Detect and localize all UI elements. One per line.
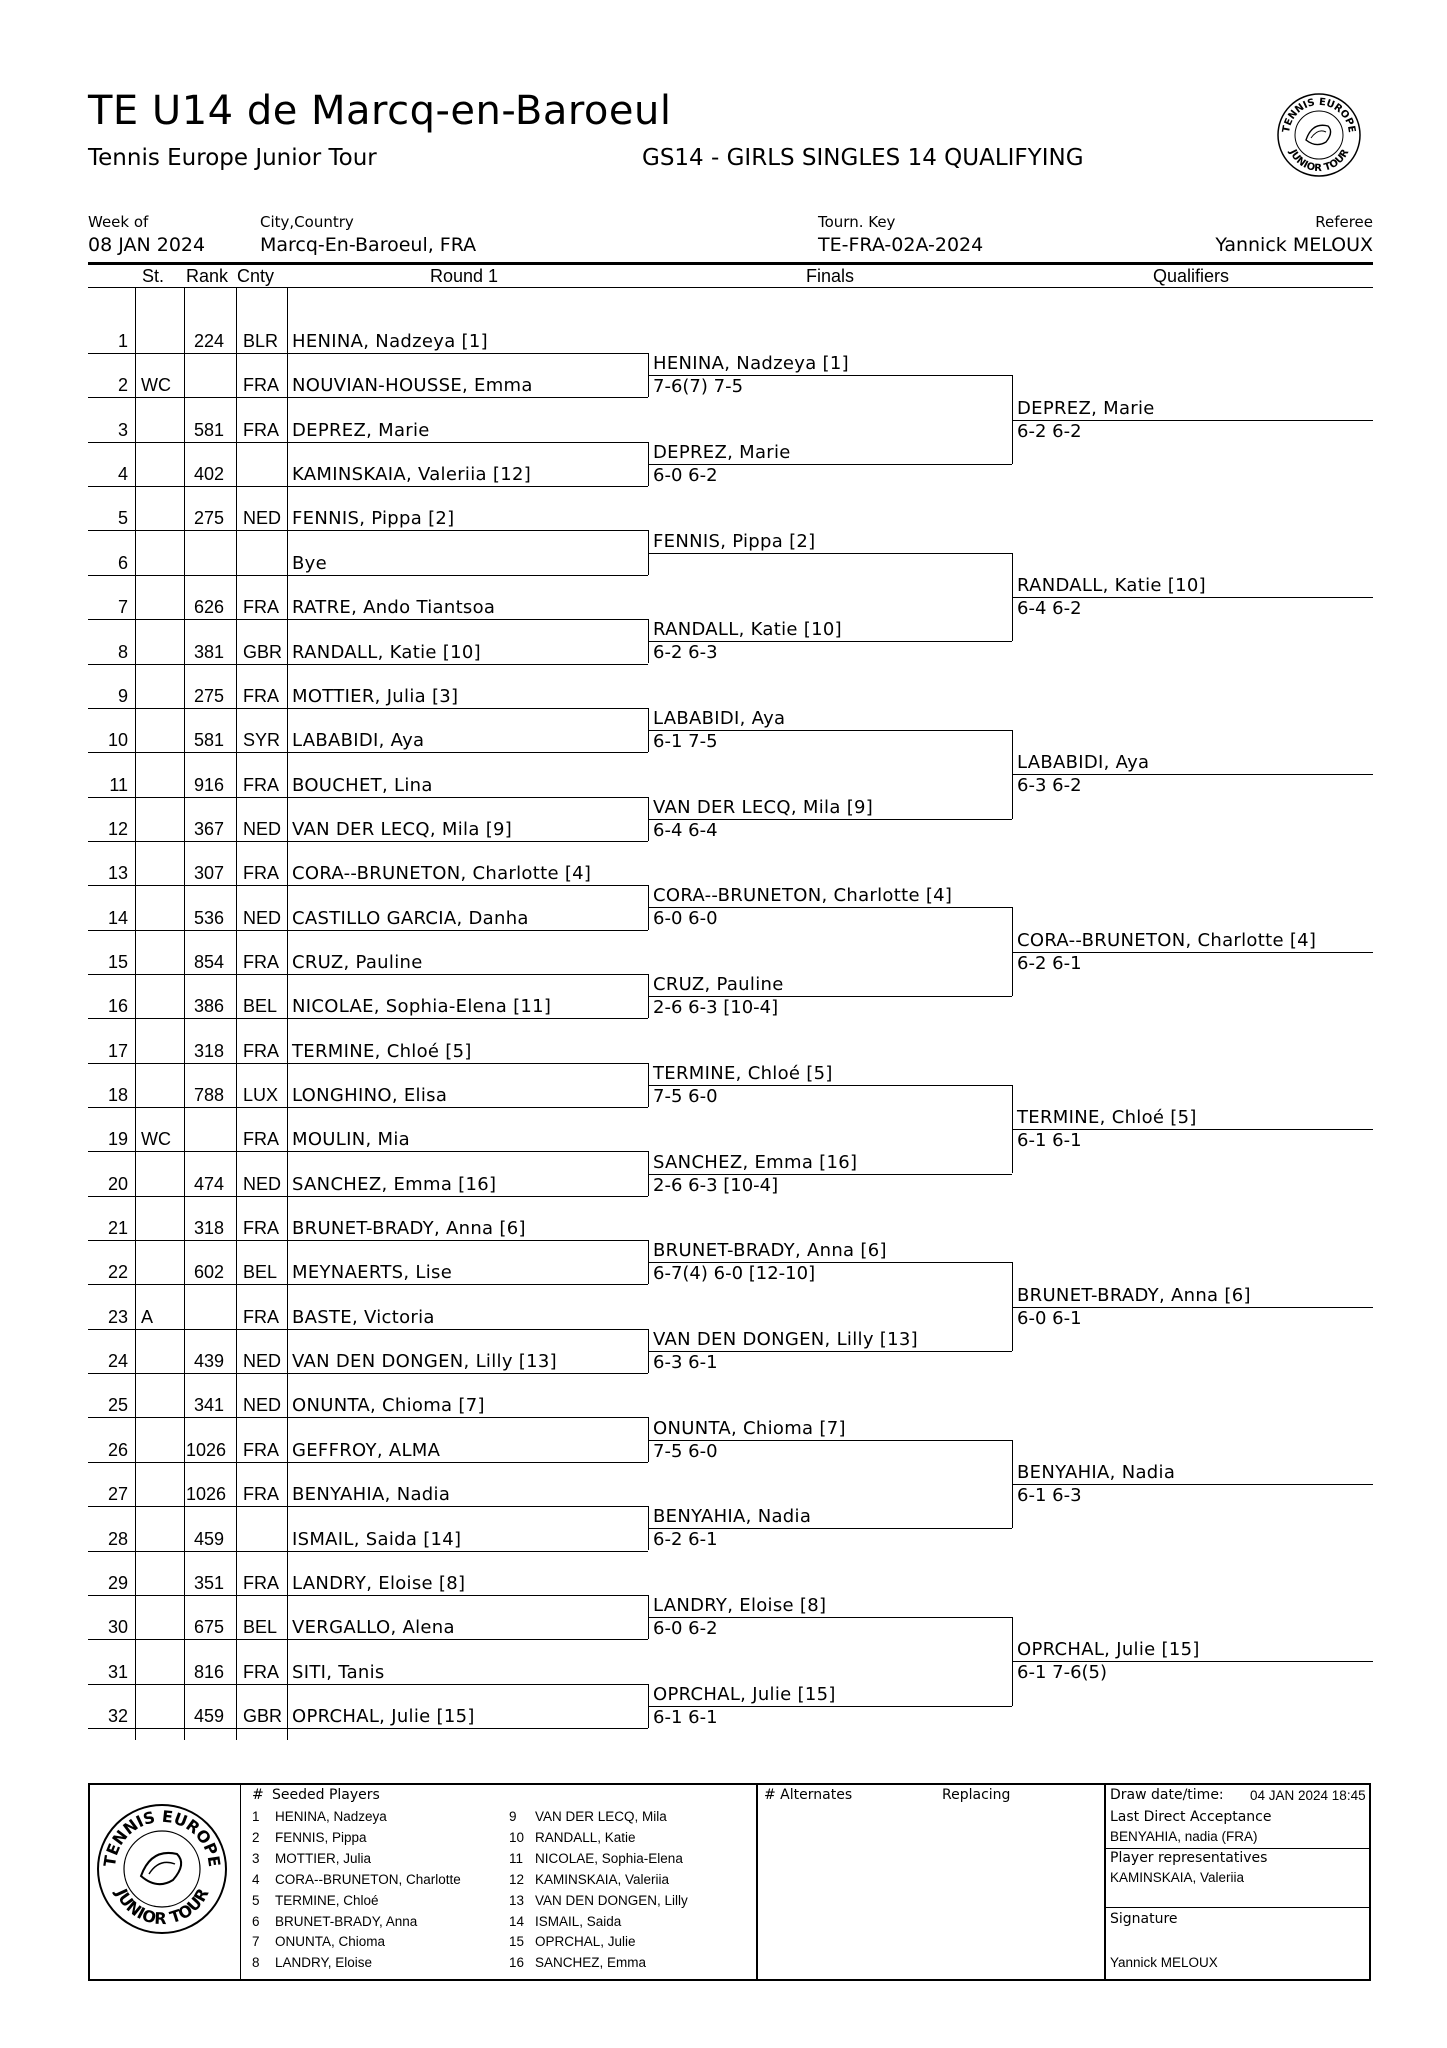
round2-winner-name: VAN DER LECQ, Mila [9] xyxy=(653,796,874,818)
entry-line xyxy=(88,1462,648,1463)
entry-number: 29 xyxy=(107,1572,128,1593)
divider-st xyxy=(135,287,136,1740)
signature-value: Yannick MELOUX xyxy=(1110,1955,1218,1970)
entry-number: 17 xyxy=(107,1040,128,1061)
entry-player-name: KAMINSKAIA, Valeriia [12] xyxy=(292,464,532,486)
entry-player-name: VERGALLO, Alena xyxy=(292,1617,455,1639)
entry-rank: 307 xyxy=(193,863,224,884)
qualifier-name: TERMINE, Chloé [5] xyxy=(1017,1107,1197,1129)
entry-country: FRA xyxy=(243,863,279,884)
entry-rank: 439 xyxy=(193,1351,224,1372)
tennis-europe-logo xyxy=(1276,92,1362,178)
entry-country: FRA xyxy=(243,597,279,618)
svg-text:JUNIOR TOUR: JUNIOR TOUR xyxy=(111,1885,213,1929)
entry-country: FRA xyxy=(243,1040,279,1061)
tourn-key-label: Tourn. Key xyxy=(818,213,896,231)
entry-number: 7 xyxy=(117,597,128,618)
seed-player-name: KAMINSKAIA, Valeriia xyxy=(535,1871,670,1887)
entry-player-name: OPRCHAL, Julie [15] xyxy=(292,1705,475,1727)
entry-line xyxy=(88,1107,648,1108)
entry-player-name: BOUCHET, Lina xyxy=(292,774,433,796)
entry-player-name: CASTILLO GARCIA, Danha xyxy=(292,907,529,929)
entry-country: LUX xyxy=(243,1085,279,1105)
entry-line xyxy=(88,885,648,886)
round2-winner-name: LABABIDI, Aya xyxy=(653,708,786,729)
entry-player-name: VAN DER LECQ, Mila [9] xyxy=(292,818,513,840)
entry-rank: 536 xyxy=(193,907,224,928)
entry-player-name: TERMINE, Chloé [5] xyxy=(292,1040,472,1062)
seed-number: 5 xyxy=(252,1892,260,1908)
seed-player-name: ONUNTA, Chioma xyxy=(275,1934,386,1950)
entry-number: 32 xyxy=(107,1705,128,1726)
entry-country: GBR xyxy=(243,641,283,662)
seed-number: 11 xyxy=(509,1850,524,1866)
entry-number: 13 xyxy=(107,863,128,884)
qualifier-name: BENYAHIA, Nadia xyxy=(1017,1461,1176,1483)
entry-line xyxy=(88,708,648,709)
entry-line xyxy=(88,1018,648,1019)
col-round1: Round 1 xyxy=(430,266,499,286)
entry-line xyxy=(88,486,648,487)
signature-label: Signature xyxy=(1110,1911,1178,1927)
round2-winner-name: BENYAHIA, Nadia xyxy=(653,1506,812,1528)
entry-number: 30 xyxy=(107,1617,128,1638)
seed-number: 13 xyxy=(509,1892,525,1908)
seed-number: 14 xyxy=(509,1913,525,1929)
entry-number: 24 xyxy=(107,1351,128,1372)
entry-rank: 916 xyxy=(193,774,224,795)
seed-player-name: VAN DER LECQ, Mila xyxy=(535,1809,667,1824)
seed-number: 3 xyxy=(252,1850,260,1866)
entry-number: 1 xyxy=(117,331,128,351)
entry-player-name: SANCHEZ, Emma [16] xyxy=(292,1173,497,1195)
seed-player-name: MOTTIER, Julia xyxy=(275,1850,372,1866)
seeded-title: Seeded Players xyxy=(272,1787,380,1803)
round2-score: 7-5 6-0 xyxy=(653,1085,718,1107)
entry-line xyxy=(88,1728,648,1729)
entry-line xyxy=(88,1196,648,1197)
entry-player-name: BENYAHIA, Nadia xyxy=(292,1484,451,1506)
entry-country: FRA xyxy=(243,1661,279,1682)
entry-country: NED xyxy=(243,818,282,839)
seed-player-name: HENINA, Nadzeya xyxy=(275,1809,387,1824)
replacing-title: Replacing xyxy=(942,1787,1011,1803)
entry-number: 9 xyxy=(117,685,128,706)
entry-player-name: ONUNTA, Chioma [7] xyxy=(292,1395,485,1417)
entry-line xyxy=(88,530,648,531)
entry-player-name: CORA--BRUNETON, Charlotte [4] xyxy=(292,863,592,885)
entry-line xyxy=(88,1595,648,1596)
entry-line xyxy=(88,1063,648,1064)
entry-number: 14 xyxy=(107,907,128,928)
entry-country: GBR xyxy=(243,1705,283,1726)
qualifier-name: RANDALL, Katie [10] xyxy=(1017,574,1206,596)
footer-divider-1 xyxy=(240,1783,241,1981)
qualifier-name: BRUNET-BRADY, Anna [6] xyxy=(1017,1284,1251,1306)
entry-country: FRA xyxy=(243,1484,279,1505)
round2-winner-name: ONUNTA, Chioma [7] xyxy=(653,1417,846,1439)
qualifier-score: 6-1 7-6(5) xyxy=(1017,1662,1108,1684)
round2-score: 6-2 6-3 xyxy=(653,642,718,664)
entry-line xyxy=(88,1151,648,1152)
entry-rank: 1026 xyxy=(186,1439,227,1460)
round2-winner-name: DEPREZ, Marie xyxy=(653,441,791,463)
round2-winner-name: RANDALL, Katie [10] xyxy=(653,619,842,641)
entry-line xyxy=(88,1329,648,1330)
week-label: Week of xyxy=(88,213,149,231)
entry-rank: 275 xyxy=(193,685,224,706)
entry-line xyxy=(88,664,648,665)
round2-winner-name: CORA--BRUNETON, Charlotte [4] xyxy=(653,885,953,907)
entry-number: 16 xyxy=(107,996,128,1017)
seed-number: 9 xyxy=(509,1809,517,1824)
entry-rank: 341 xyxy=(193,1395,224,1416)
seeded-hash: # xyxy=(252,1787,264,1803)
entry-number: 5 xyxy=(117,508,128,529)
col-qualifiers: Qualifiers xyxy=(1153,266,1230,286)
entry-player-name: GEFFROY, ALMA xyxy=(292,1439,441,1461)
footer-rule-2 xyxy=(1104,1907,1371,1908)
qualifier-score: 6-4 6-2 xyxy=(1017,597,1082,619)
entry-player-name: NICOLAE, Sophia-Elena [11] xyxy=(292,996,552,1018)
entry-player-name: BASTE, Victoria xyxy=(292,1306,435,1328)
qualifier-name: LABABIDI, Aya xyxy=(1017,752,1150,774)
round2-winner-name: CRUZ, Pauline xyxy=(653,974,784,996)
entry-status: WC xyxy=(141,375,171,396)
seed-player-name: OPRCHAL, Julie xyxy=(535,1934,636,1950)
page-title: TE U14 de Marcq-en-Baroeul xyxy=(88,88,672,134)
entry-rank: 386 xyxy=(193,996,224,1017)
entry-rank: 318 xyxy=(193,1218,224,1238)
seed-number: 15 xyxy=(509,1934,525,1950)
entry-number: 2 xyxy=(117,375,128,396)
event-name: GS14 - GIRLS SINGLES 14 QUALIFYING xyxy=(642,145,1084,171)
alternates-title: # Alternates xyxy=(764,1787,853,1803)
entry-country: BEL xyxy=(243,996,278,1017)
entry-player-name: VAN DEN DONGEN, Lilly [13] xyxy=(292,1351,557,1373)
entry-country: FRA xyxy=(243,1218,279,1238)
column-header-rule xyxy=(88,287,1373,288)
divider-name xyxy=(287,287,288,1740)
tourn-key-value: TE-FRA-02A-2024 xyxy=(818,234,984,256)
entry-country: BLR xyxy=(243,331,279,351)
entry-rank: 854 xyxy=(193,951,224,972)
entry-player-name: DEPREZ, Marie xyxy=(292,419,430,441)
city-label: City,Country xyxy=(260,213,354,231)
entry-country: NED xyxy=(243,508,282,529)
round2-score: 6-2 6-1 xyxy=(653,1529,718,1551)
entry-line xyxy=(88,752,648,753)
entry-status: A xyxy=(141,1306,154,1327)
week-value: 08 JAN 2024 xyxy=(88,234,206,256)
entry-rank: 459 xyxy=(193,1705,224,1726)
seed-number: 4 xyxy=(252,1871,260,1887)
entry-line xyxy=(88,353,648,354)
reps-label: Player representatives xyxy=(1110,1850,1268,1866)
entry-country: FRA xyxy=(243,685,279,706)
entry-line xyxy=(88,1373,648,1374)
entry-country: FRA xyxy=(243,1306,279,1327)
entry-country: FRA xyxy=(243,774,279,795)
entry-rank: 402 xyxy=(193,464,224,485)
round2-score: 6-0 6-2 xyxy=(653,464,718,486)
round2-winner-name: SANCHEZ, Emma [16] xyxy=(653,1151,858,1173)
entry-line xyxy=(88,797,648,798)
entry-country: NED xyxy=(243,1395,282,1416)
tennis-europe-logo-footer xyxy=(95,1802,229,1936)
entry-line xyxy=(88,974,648,975)
entry-number: 25 xyxy=(107,1395,128,1416)
entry-rank: 224 xyxy=(193,331,224,351)
entry-number: 3 xyxy=(117,419,128,440)
entry-number: 8 xyxy=(117,641,128,662)
svg-text:TENNIS EUROPE: TENNIS EUROPE xyxy=(1280,96,1358,134)
qualifier-score: 6-1 6-3 xyxy=(1017,1484,1082,1506)
city-value: Marcq-En-Baroeul, FRA xyxy=(260,234,477,256)
entry-line xyxy=(88,841,648,842)
entry-number: 21 xyxy=(107,1218,128,1238)
seed-player-name: RANDALL, Katie xyxy=(535,1829,636,1845)
seed-player-name: FENNIS, Pippa xyxy=(275,1829,367,1845)
entry-number: 18 xyxy=(107,1085,128,1105)
round2-score: 2-6 6-3 [10-4] xyxy=(653,1174,779,1196)
entry-country: FRA xyxy=(243,951,279,972)
entry-rank: 367 xyxy=(193,818,224,839)
entry-country: SYR xyxy=(243,730,281,751)
entry-rank: 318 xyxy=(193,1040,224,1061)
round2-score: 6-1 6-1 xyxy=(653,1706,718,1728)
seed-player-name: LANDRY, Eloise xyxy=(275,1955,373,1971)
round2-score: 7-5 6-0 xyxy=(653,1440,718,1462)
entry-rank: 581 xyxy=(193,419,224,440)
seed-number: 1 xyxy=(252,1809,260,1824)
lda-value: BENYAHIA, nadia (FRA) xyxy=(1110,1829,1258,1844)
footer-divider-3 xyxy=(1104,1783,1106,1981)
round2-score: 6-0 6-2 xyxy=(653,1618,718,1639)
entry-player-name: MEYNAERTS, Lise xyxy=(292,1262,453,1284)
entry-number: 15 xyxy=(107,951,128,972)
qualifier-name: CORA--BRUNETON, Charlotte [4] xyxy=(1017,929,1317,951)
entry-rank: 675 xyxy=(193,1617,224,1638)
seed-number: 7 xyxy=(252,1934,260,1950)
qualifier-score: 6-2 6-2 xyxy=(1017,420,1082,442)
entry-line xyxy=(88,442,648,443)
qualifier-name: DEPREZ, Marie xyxy=(1017,397,1155,419)
col-rank: Rank xyxy=(186,266,229,286)
seed-number: 8 xyxy=(252,1955,260,1971)
entry-rank: 275 xyxy=(193,508,224,529)
entry-line xyxy=(88,397,648,398)
entry-player-name: Bye xyxy=(292,552,327,574)
round2-score: 6-1 7-5 xyxy=(653,731,718,752)
qualifier-score: 6-2 6-1 xyxy=(1017,952,1082,974)
qualifier-score: 6-3 6-2 xyxy=(1017,775,1082,797)
entry-line xyxy=(88,1240,648,1241)
tour-name: Tennis Europe Junior Tour xyxy=(88,145,377,171)
entry-line xyxy=(88,1639,648,1640)
divider-cnty xyxy=(236,287,237,1740)
entry-rank: 1026 xyxy=(186,1484,227,1505)
draw-date-value: 04 JAN 2024 18:45 xyxy=(1250,1788,1366,1803)
entry-number: 26 xyxy=(107,1439,128,1460)
footer-rule-1 xyxy=(1104,1848,1371,1849)
seed-number: 16 xyxy=(509,1955,525,1971)
seed-number: 2 xyxy=(252,1829,260,1845)
entry-player-name: MOULIN, Mia xyxy=(292,1129,410,1151)
entry-rank: 581 xyxy=(193,730,224,751)
col-st: St. xyxy=(142,266,165,286)
entry-number: 19 xyxy=(107,1129,128,1150)
entry-line xyxy=(88,1506,648,1507)
entry-number: 31 xyxy=(107,1661,128,1682)
entry-rank: 351 xyxy=(193,1572,224,1593)
entry-line xyxy=(88,930,648,931)
round2-line xyxy=(648,553,1012,554)
entry-rank: 788 xyxy=(193,1085,224,1105)
entry-rank: 381 xyxy=(193,641,224,662)
entry-line xyxy=(88,1684,648,1685)
entry-number: 6 xyxy=(117,552,128,573)
entry-country: FRA xyxy=(243,375,279,396)
lda-label: Last Direct Acceptance xyxy=(1110,1809,1272,1825)
entry-player-name: RANDALL, Katie [10] xyxy=(292,641,481,663)
entry-number: 28 xyxy=(107,1528,128,1549)
round2-winner-name: HENINA, Nadzeya [1] xyxy=(653,353,849,375)
qualifier-score: 6-0 6-1 xyxy=(1017,1307,1082,1329)
round2-score: 2-6 6-3 [10-4] xyxy=(653,997,779,1019)
seed-player-name: NICOLAE, Sophia-Elena xyxy=(535,1850,683,1866)
entry-player-name: LANDRY, Eloise [8] xyxy=(292,1572,466,1594)
entry-number: 4 xyxy=(117,464,128,485)
entry-player-name: ISMAIL, Saida [14] xyxy=(292,1528,462,1550)
entry-player-name: SITI, Tanis xyxy=(292,1661,385,1683)
seed-player-name: SANCHEZ, Emma xyxy=(535,1955,647,1971)
entry-country: BEL xyxy=(243,1617,278,1638)
qualifier-name: OPRCHAL, Julie [15] xyxy=(1017,1639,1200,1661)
entry-line xyxy=(88,1551,648,1552)
entry-country: FRA xyxy=(243,1439,279,1460)
footer-divider-2 xyxy=(756,1783,758,1981)
seed-player-name: BRUNET-BRADY, Anna xyxy=(275,1913,418,1929)
round2-score: 6-3 6-1 xyxy=(653,1351,718,1373)
seed-number: 12 xyxy=(509,1871,525,1887)
seed-player-name: CORA--BRUNETON, Charlotte xyxy=(275,1871,461,1887)
entry-number: 20 xyxy=(107,1173,128,1194)
entry-rank: 626 xyxy=(193,597,224,618)
round2-winner-name: FENNIS, Pippa [2] xyxy=(653,530,816,552)
entry-country: FRA xyxy=(243,1129,279,1150)
seed-number: 10 xyxy=(509,1829,525,1845)
entry-line xyxy=(88,575,648,576)
round2-winner-name: BRUNET-BRADY, Anna [6] xyxy=(653,1240,887,1262)
entry-number: 12 xyxy=(107,818,128,839)
entry-line xyxy=(88,1284,648,1285)
round2-winner-name: OPRCHAL, Julie [15] xyxy=(653,1683,836,1705)
entry-number: 22 xyxy=(107,1262,128,1283)
entry-player-name: NOUVIAN-HOUSSE, Emma xyxy=(292,375,533,397)
entry-player-name: FENNIS, Pippa [2] xyxy=(292,508,455,530)
round2-winner-name: TERMINE, Chloé [5] xyxy=(653,1062,833,1084)
header-rule xyxy=(88,262,1373,265)
round2-score: 7-6(7) 7-5 xyxy=(653,376,744,398)
entry-player-name: LABABIDI, Aya xyxy=(292,730,425,752)
entry-country: NED xyxy=(243,907,282,928)
entry-country: FRA xyxy=(243,1572,279,1593)
entry-player-name: LONGHINO, Elisa xyxy=(292,1085,448,1106)
entry-country: BEL xyxy=(243,1262,278,1283)
entry-country: NED xyxy=(243,1351,282,1372)
referee-value: Yannick MELOUX xyxy=(1215,234,1373,256)
qualifier-score: 6-1 6-1 xyxy=(1017,1130,1082,1152)
entry-country: FRA xyxy=(243,419,279,440)
entry-number: 11 xyxy=(109,774,128,795)
entry-number: 23 xyxy=(107,1306,128,1327)
entry-player-name: CRUZ, Pauline xyxy=(292,951,423,973)
entry-player-name: RATRE, Ando Tiantsoa xyxy=(292,597,496,619)
round2-score: 6-7(4) 6-0 [12-10] xyxy=(653,1263,816,1285)
round2-score: 6-0 6-0 xyxy=(653,908,718,930)
entry-number: 10 xyxy=(107,730,128,751)
draw-date-label: Draw date/time: xyxy=(1110,1787,1224,1803)
entry-status: WC xyxy=(141,1129,171,1150)
svg-text:TENNIS EUROPE: TENNIS EUROPE xyxy=(99,1806,225,1869)
entry-player-name: BRUNET-BRADY, Anna [6] xyxy=(292,1218,526,1239)
seed-player-name: ISMAIL, Saida xyxy=(535,1913,622,1929)
seed-number: 6 xyxy=(252,1913,260,1929)
referee-label: Referee xyxy=(1315,213,1373,231)
entry-rank: 474 xyxy=(193,1173,224,1194)
svg-text:JUNIOR TOUR: JUNIOR TOUR xyxy=(1286,147,1352,175)
round2-winner-name: LANDRY, Eloise [8] xyxy=(653,1595,827,1616)
entry-line xyxy=(88,619,648,620)
col-finals: Finals xyxy=(806,266,855,286)
seed-player-name: TERMINE, Chloé xyxy=(275,1892,379,1908)
col-cnty: Cnty xyxy=(237,266,275,286)
entry-number: 27 xyxy=(107,1484,128,1505)
round2-score: 6-4 6-4 xyxy=(653,819,718,841)
reps-value: KAMINSKAIA, Valeriia xyxy=(1110,1870,1245,1885)
entry-player-name: MOTTIER, Julia [3] xyxy=(292,685,459,707)
seed-player-name: VAN DEN DONGEN, Lilly xyxy=(535,1892,688,1908)
divider-rank xyxy=(184,287,185,1740)
entry-country: NED xyxy=(243,1173,282,1194)
entry-line xyxy=(88,1417,648,1418)
entry-player-name: HENINA, Nadzeya [1] xyxy=(292,331,488,352)
entry-rank: 459 xyxy=(193,1528,224,1549)
entry-rank: 602 xyxy=(193,1262,224,1283)
entry-rank: 816 xyxy=(193,1661,224,1682)
round2-winner-name: VAN DEN DONGEN, Lilly [13] xyxy=(653,1328,918,1350)
